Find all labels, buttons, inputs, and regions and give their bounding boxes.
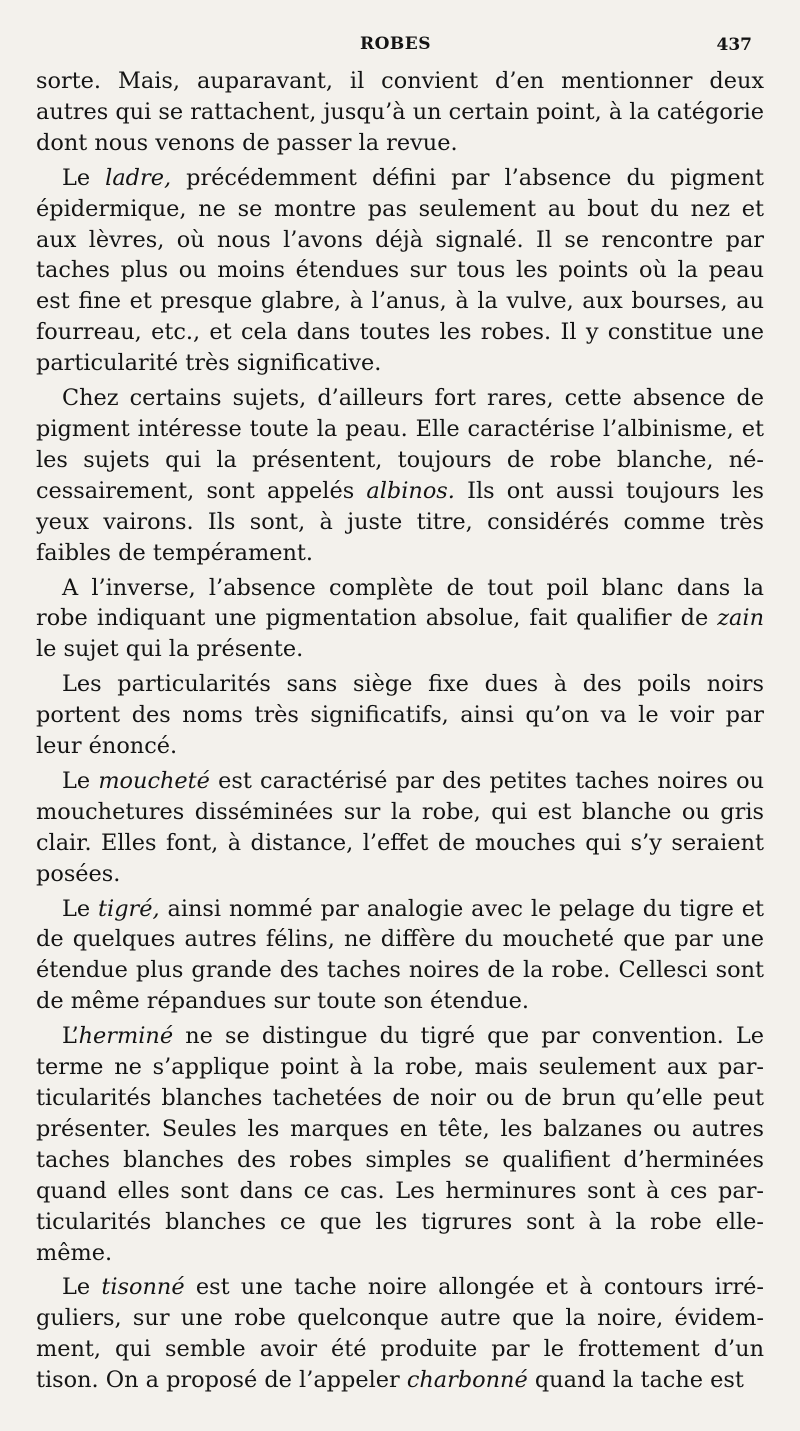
italic-term: ladre, [105, 164, 172, 191]
text-run: Ils ont aussi toujours les yeux vairons. Ils sont, à juste titre, considérés comme très faibles de tempérament. [36, 477, 764, 566]
text-run: précédemment défini par l’absence du pigment épidermique, ne se montre pas seulement au bout du nez et aux lèvres, où nous l’avons déjà signalé. Il se rencontre par taches plus ou moins étendues sur tous les points où la peau est fine et presque glabre, à l’anus, à la vulve, aux bourses, au fourreau, etc., et cela dans toutes les robes. Il y constitue une particularité très significative. [36, 164, 764, 377]
text-run: sorte. Mais, auparavant, il convient d’en mentionner deux autres qui se rattachent, jusqu’à un certain point, à la catégorie dont nous venons de passer la revue. [36, 68, 764, 156]
paragraph [36, 669, 764, 762]
paragraph [36, 66, 764, 159]
italic-term: moucheté [98, 767, 210, 794]
text-run: A l’inverse, l’absence complète de tout poil blanc dans la robe indiquant une pigmentation absolue, fait qualifier de [36, 574, 764, 632]
text-run: Le [62, 767, 99, 794]
italic-term: albinos. [366, 477, 455, 504]
paragraph [36, 1272, 764, 1396]
italic-term: charbonné [406, 1367, 528, 1394]
text-run: ne se distingue du tigré que par convention. Le terme ne s’applique point à la robe, mais seulement aux particularités blanches tachetées de noir ou de brun qu’elle peut présenter. Seules les marques en tête, les balzanes ou autres taches blanches des robes simples se qualifient d’herminées quand elles sont dans ce cas. Les herminures sont à ces particularités blanches ce que les tigrures sont à la robe ellemême. [36, 1023, 764, 1266]
text-run: est caractérisé par des petites taches noires ou mouchetures disséminées sur la robe, qui est blanche ou gris clair. Elles font, à distance, l’effet de mouches qui s’y seraient posées. [36, 767, 764, 887]
paragraph [36, 383, 764, 568]
italic-term: tisonné [101, 1274, 185, 1301]
text-run: Les particularités sans siège fixe dues à des poils noirs portent des noms très significatifs, ainsi qu’on va le voir par leur énoncé. [36, 671, 764, 760]
paragraph [36, 894, 764, 1018]
text-run: Le [62, 164, 106, 191]
italic-term: tigré, [98, 895, 160, 922]
italic-term: herminé [78, 1023, 174, 1050]
text-run: L’ [62, 1023, 79, 1050]
text-run: Le [62, 895, 99, 922]
text-run: Chez certains sujets, d’ailleurs fort rares, cette absence de pigment intéresse toute la peau. Elle caractérise l’albinisme, et les sujets qui la présentent, toujours de robe blanche, nécessairement, sont appelés [36, 385, 764, 504]
paragraph [36, 163, 764, 379]
text-run: est une tache noire allongée et à contours irréguliers, sur une robe quelconque autre que la noire, évidemment, qui semble avoir été produite par le frottement d’un tison. On a proposé de l’appeler [36, 1274, 764, 1394]
page-header [0, 32, 800, 62]
italic-term: zain [717, 605, 764, 632]
running-title: ROBES [360, 34, 432, 54]
text-run: ainsi nommé par analogie avec le pelage du tigre et de quelques autres félins, ne diffère du moucheté que par une étendue plus grande des taches noires de la robe. Cellesci sont de même répandues sur toute son étendue. [36, 895, 764, 1015]
text-run: Le [62, 1274, 102, 1301]
page-number: 437 [716, 35, 752, 55]
text-run: le sujet qui la présente. [36, 636, 304, 663]
paragraph [36, 766, 764, 890]
body-text [36, 66, 764, 1396]
text-run: quand la tache est [527, 1367, 744, 1394]
paragraph [36, 573, 764, 666]
paragraph [36, 1021, 764, 1268]
